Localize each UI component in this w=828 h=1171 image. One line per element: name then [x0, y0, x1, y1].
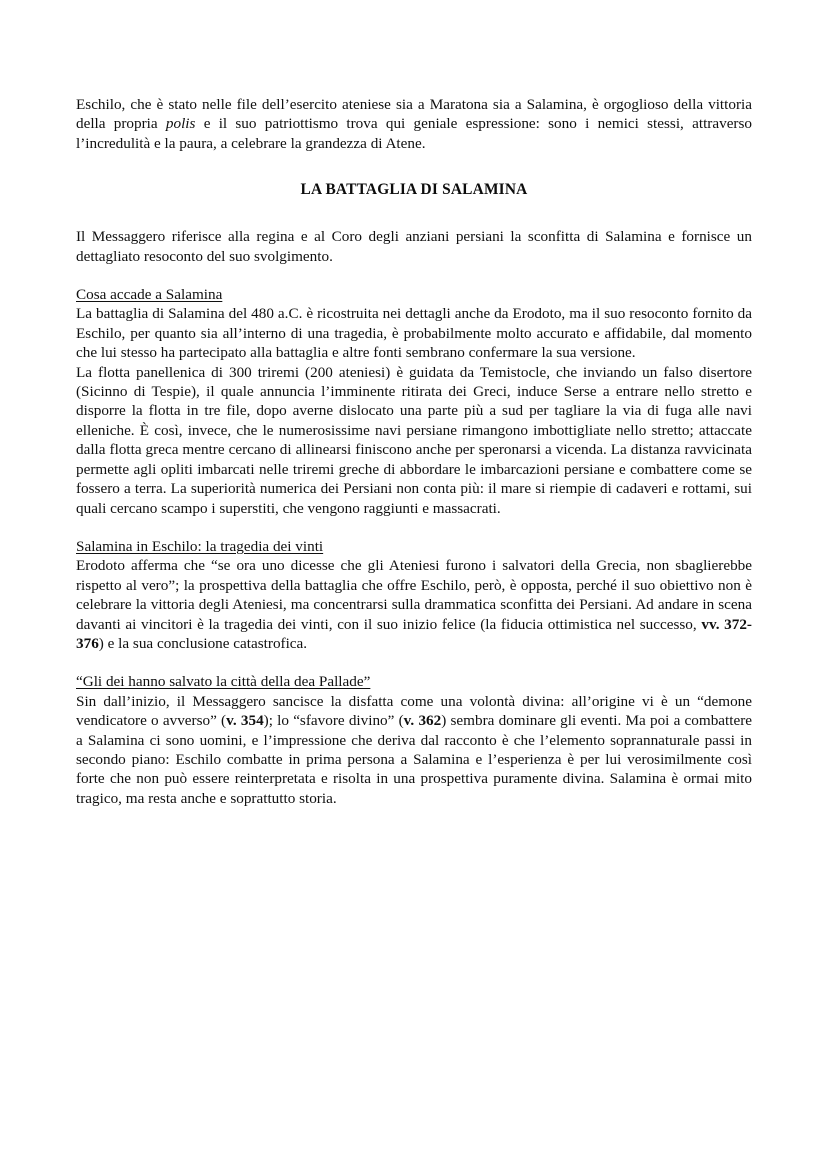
intro-part-2: e il suo patriottismo trova qui geniale espressione: sono i nemici stessi, attraverso l’incredulità e la paura, a celebrare la grandezza di Atene. — [76, 115, 752, 152]
spacer-before-section-1 — [76, 266, 752, 285]
section-1-heading: Cosa accade a Salamina — [76, 286, 223, 304]
section-3-heading: “Gli dei hanno salvato la città della dea Pallade” — [76, 673, 371, 691]
section-2-heading: Salamina in Eschilo: la tragedia dei vinti — [76, 537, 324, 555]
summary-paragraph: Il Messaggero riferisce alla regina e al Coro degli anziani persiani la sconfitta di Salamina e fornisce un dettagliato resoconto del suo svolgimento. — [76, 228, 752, 265]
spacer-before-section-3 — [76, 653, 752, 672]
verse-reference-372-376: vv. 372-376 — [76, 615, 752, 652]
intro-italic-polis: polis — [165, 115, 196, 133]
section-2-paragraph — [76, 556, 752, 653]
document-content — [76, 95, 752, 808]
intro-paragraph — [76, 95, 752, 153]
section-2-text-part-2: ) e la sua conclusione catastrofica. — [98, 634, 308, 652]
section-3-text-part-2: ); lo “sfavore divino” ( — [263, 712, 404, 730]
section-2-text-part-1: Erodoto afferma che “se ora uno dicesse che gli Ateniesi furono i salvatori della Grecia, non sbaglierebbe rispetto al vero”; la prospettiva della battaglia che offre Eschilo, però, è opposta, perché il suo obiettivo non è celebrare la vittoria degli Ateniesi, ma concentrarsi sulla drammatica sconfitta dei Persiani. Ad andare in scena davanti ai vincitori è la tragedia dei vinti, con il suo inizio felice (la fiducia ottimistica nel successo, — [76, 557, 752, 633]
intro-part-1: Eschilo, che è stato nelle file dell’esercito ateniese sia a Maratona sia a Salamina, è orgoglioso della vittoria della propria — [76, 96, 752, 133]
section-1-paragraph-1: La battaglia di Salamina del 480 a.C. è ricostruita nei dettagli anche da Erodoto, ma il suo resoconto fornito da Eschilo, per quanto sia all’interno di una tragedia, è probabilmente molto accurato e affidabile, dal momento che lui stesso ha partecipato alla battaglia e altre fonti sembrano confermare la sua versione. — [76, 305, 752, 362]
section-3-text-part-3: ) sembra dominare gli eventi. Ma poi a combattere a Salamina ci sono uomini, e l’impressione che deriva dal racconto è che l’elemento soprannaturale passi in secondo piano: Eschilo combatte in prima persona a Salamina e l’esperienza è per lui verosimilmente così forte che non può essere reinterpretata e risolta in una prospettiva puramente divina. Salamina è ormai mito tragico, ma resta anche e soprattutto storia. — [76, 712, 753, 807]
verse-reference-354: v. 354 — [226, 712, 264, 730]
page-title: LA BATTAGLIA DI SALAMINA — [300, 181, 528, 199]
verse-reference-362: v. 362 — [403, 712, 442, 730]
section-3-text-part-1: Sin dall’inizio, il Messaggero sancisce la disfatta come una volontà divina: all’origine vi è un “demone vendicatore o avverso” ( — [76, 692, 752, 730]
spacer-before-heading — [76, 153, 752, 180]
section-1-paragraph-2: La flotta panellenica di 300 triremi (200 ateniesi) è guidata da Temistocle, che inviando un falso disertore (Sicinno di Tespie), il quale annuncia l’imminente ritirata dei Greci, induce Serse a entrare nello stretto e disporre la flotta in tre file, dopo averne dislocato una parte più a sud per tagliare la via di fuga alle navi elleniche. È così, invece, che le numerosissime navi persiane rimangono imbottigliate nello stretto; attaccate dalla flotta greca mentre cercano di allinearsi finiscono anche per speronarsi a vicenda. La distanza ravvicinata permette agli opliti imbarcati nelle triremi greche di abbordare le imbarcazioni persiane e combattere come se fossero a terra. La superiorità numerica dei Persiani non conta più: il mare si riempie di cadaveri e rottami, sui quali cercano scampo i superstiti, che vengono raggiunti e massacrati. — [76, 363, 752, 517]
spacer-before-section-2 — [76, 518, 752, 537]
spacer-after-heading — [76, 200, 752, 227]
section-3-paragraph — [76, 692, 752, 808]
